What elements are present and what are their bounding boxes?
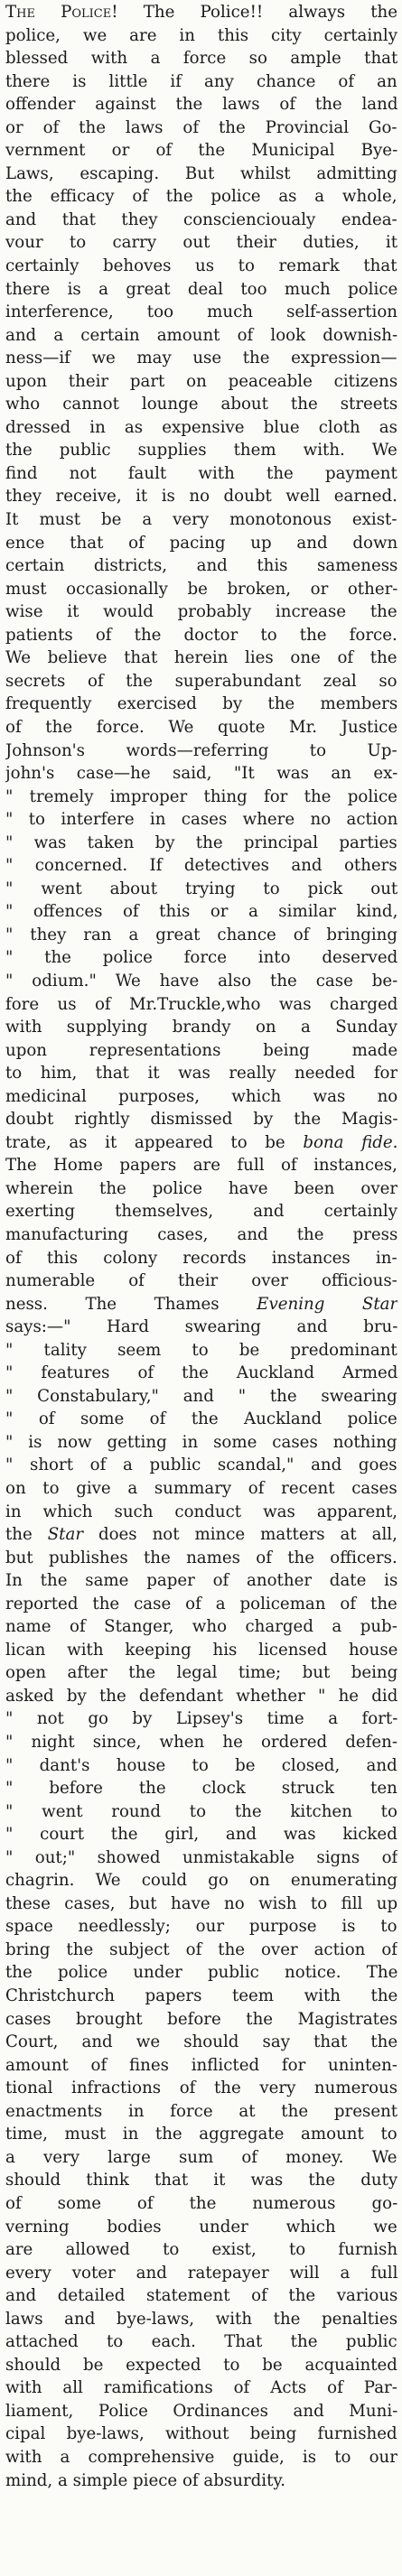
article-line: should be expected to be acquainted [5,2355,397,2375]
article-line: mind, a simple piece of absurdity. [5,2470,286,2490]
article-line: space needlessly; our purpose is to [5,1917,397,1937]
article-line: The Home papers are full of instances, [5,1156,397,1176]
article-line: exerting themselves, and certainly [5,1202,397,1222]
article-line: manufacturing cases, and the press [5,1224,397,1244]
article-line: but publishes the names of the officers. [5,1548,397,1567]
article-line: It must be a very monotonous exist- [5,510,397,530]
article-line: a very large sum of money. We [5,2147,397,2167]
article-body [5,1,397,2492]
article-line: of some of the numerous go- [5,2193,397,2213]
article-line: liament, Police Ordinances and Muni- [5,2401,397,2421]
article-line: with supplying brandy on a Sunday [5,1018,397,1037]
article-line: frequently exercised by the members [5,694,397,714]
article-line: " tality seem to be predominant [5,1340,397,1360]
article-line: tional infractions of the very numerous [5,2078,397,2098]
article-line: reported the case of a policeman of the [5,1594,397,1613]
article-line: secrets of the superabundant zeal so [5,671,397,691]
article-line: wherein the police have been over [5,1178,397,1198]
article-line: fore us of Mr.Truckle,who was charged [5,994,397,1014]
article-line: enactments in force at the present [5,2101,397,2121]
article-line: doubt rightly dismissed by the Magis- [5,1110,397,1130]
article-lead: The Police! [5,3,118,22]
article-line: there is little if any chance of an [5,71,397,91]
article-line: " Constabulary," and " the swearing [5,1386,397,1406]
article-line: should think that it was the duty [5,2171,397,2190]
article-line: " out;" showed unmistakable signs of [5,1847,397,1867]
article-line: " short of a public scandal," and goes [5,1455,397,1475]
article-line: dressed in as expensive blue cloth as [5,417,397,437]
article-line: blessed with a force so ample that [5,49,397,69]
article-line: certainly behoves us to remark that [5,256,397,276]
article-line: the public supplies them with. We [5,441,397,460]
article-line: time, must in the aggregate amount to [5,2125,397,2144]
article-line: In the same paper of another date is [5,1571,397,1591]
article-line: the Star does not mince matters at all, [5,1525,397,1545]
article-line: " the police force into deserved [5,948,397,968]
article-line: there is a great deal too much police [5,279,397,299]
article-line: " was taken by the principal parties [5,832,397,852]
article-line: to him, that it was really needed for [5,1064,397,1083]
article-line: of this colony records instances in- [5,1248,397,1268]
article-line: " they ran a great chance of bringing [5,925,397,944]
article-line: medicinal purposes, which was no [5,1086,397,1106]
article-line: trate, as it appeared to be bona fide. [5,1132,397,1152]
article-line: and that they consciencioualy endea- [5,209,397,229]
article-line: The Police! The Police!! always the [5,3,397,22]
article-line: amount of fines inflicted for uninten- [5,2055,397,2075]
article-line: find not fault with the payment [5,463,397,483]
article-line: " offences of this or a similar kind, [5,902,397,922]
article-line: " not go by Lipsey's time a fort- [5,1709,397,1729]
article-line: verning bodies under which we [5,2217,397,2237]
article-line: " went about trying to pick out [5,879,397,898]
article-line: " is now getting in some cases nothing [5,1432,397,1452]
article-line: lican with keeping his licensed house [5,1640,397,1660]
article-line: laws and bye-laws, with the penalties [5,2309,397,2329]
article-line: asked by the defendant whether " he did [5,1686,397,1706]
article-line: certain districts, and this sameness [5,556,397,576]
article-line: patients of the doctor to the force. [5,625,397,645]
article-line: cases brought before the Magistrates [5,2009,397,2029]
article-line: with a comprehensive guide, is to our [5,2447,397,2467]
article-line: " before the clock struck ten [5,1779,397,1799]
article-line: are allowed to exist, to furnish [5,2240,397,2260]
article-line: who cannot lounge about the streets [5,395,397,414]
article-line: or of the laws of the Provincial Go- [5,117,397,137]
article-line: of the force. We quote Mr. Justice [5,717,397,737]
article-line: " to interfere in cases where no action [5,810,397,830]
article-line: offender against the laws of the land [5,95,397,115]
article-line: says:—" Hard swearing and bru- [5,1317,397,1337]
article-line: Court, and we should say that the [5,2032,397,2052]
article-line: " odium." We have also the case be- [5,971,397,990]
article-line: numerable of their over officious- [5,1271,397,1291]
article-line: ness. The Thames Evening Star [5,1294,397,1314]
article-line: the police under public notice. The [5,1963,397,1983]
article-line: attached to each. That the public [5,2332,397,2352]
article-line: every voter and ratepayer will a full [5,2263,397,2283]
article-line: name of Stanger, who charged a pub- [5,1617,397,1637]
article-line: upon their part on peaceable citizens [5,371,397,391]
article-line: interference, too much self-assertion [5,302,397,322]
article-line: must occasionally be broken, or other- [5,579,397,599]
article-line: " night since, when he ordered defen- [5,1733,397,1753]
article-line: upon representations being made [5,1040,397,1060]
article-line: We believe that herein lies one of the [5,648,397,668]
article-line: ence that of pacing up and down [5,533,397,553]
article-line: bring the subject of the over action of [5,1939,397,1959]
article-line: vour to carry out their duties, it [5,233,397,253]
article-line: " went round to the kitchen to [5,1801,397,1821]
article-line: john's case—he said, "It was an ex- [5,764,397,784]
article-line: ness—if we may use the expression— [5,349,397,368]
article-line: open after the legal time; but being [5,1663,397,1683]
article-line: " features of the Auckland Armed [5,1363,397,1383]
article-line: " concerned. If detectives and others [5,856,397,876]
article-line: " dant's house to be closed, and [5,1755,397,1775]
article-line: Laws, escaping. But whilst admitting [5,163,397,183]
article-line: and detailed statement of the various [5,2286,397,2306]
article-line: Johnson's words—referring to Up- [5,740,397,760]
article-line: wise it would probably increase the [5,602,397,622]
article-line: vernment or of the Municipal Bye- [5,141,397,161]
article-line: " court the girl, and was kicked [5,1825,397,1845]
article-line: on to give a summary of recent cases [5,1479,397,1498]
article-line: with all ramifications of Acts of Par- [5,2378,397,2398]
article-line: the efficacy of the police as a whole, [5,187,397,207]
article-line: these cases, but have no wish to fill up [5,1893,397,1913]
article-line: cipal bye-laws, without being furnished [5,2424,397,2444]
article-line: " tremely improper thing for the police [5,786,397,806]
article-line: chagrin. We could go on enumerating [5,1871,397,1891]
article-line: in which such conduct was apparent, [5,1502,397,1521]
article-line: they receive, it is no doubt well earned. [5,487,397,507]
article-line: Christchurch papers teem with the [5,1986,397,2006]
article-line: " of some of the Auckland police [5,1409,397,1429]
article-line: police, we are in this city certainly [5,25,397,45]
article-line: and a certain amount of look downish- [5,325,397,345]
